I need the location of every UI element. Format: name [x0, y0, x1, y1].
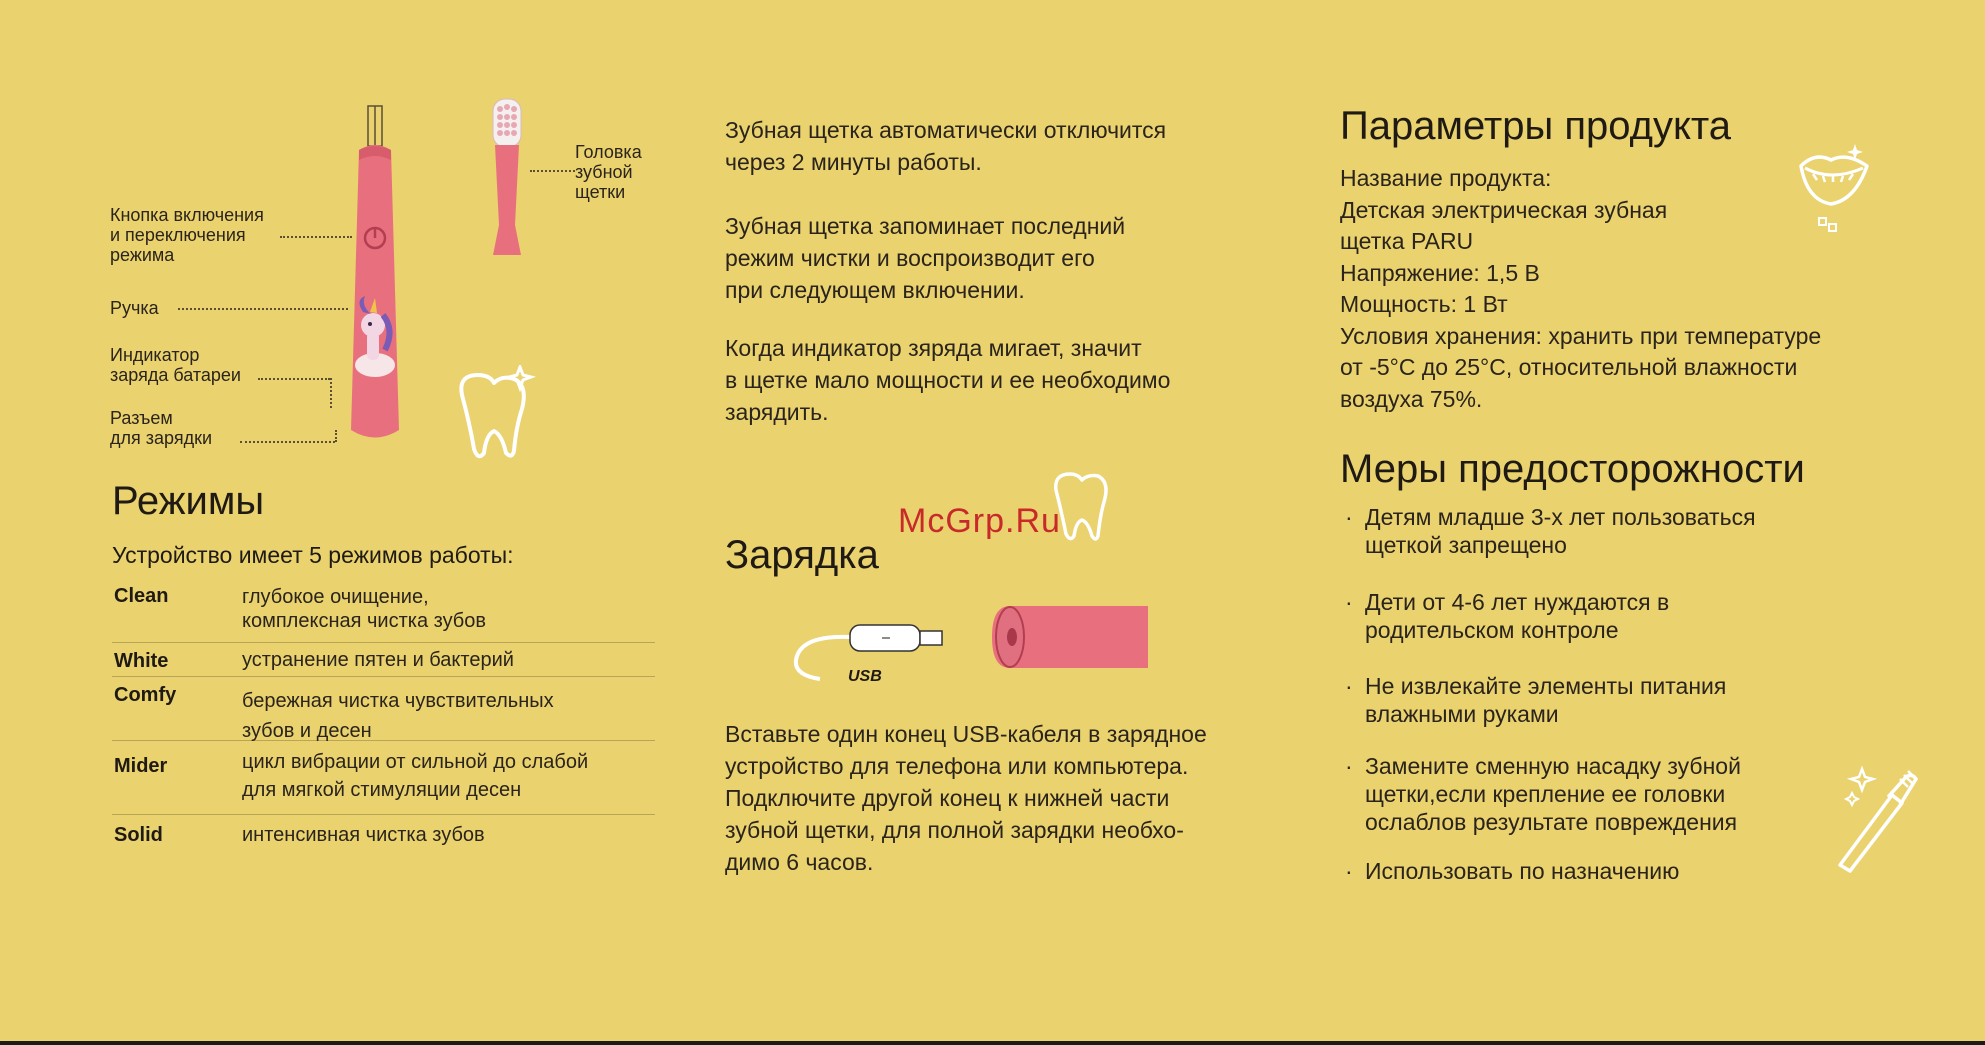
mode-row-mider [112, 740, 655, 815]
label-power-button: Кнопка включения и переключения режима [110, 205, 264, 265]
toothbrush-icon [1830, 765, 1930, 875]
precaution-item: · Дети от 4-6 лет нуждаются в родительском контроле [1345, 589, 1670, 643]
mode-name: White [114, 650, 169, 672]
brush-bottom-image [990, 600, 1150, 675]
mode-row-clean [112, 585, 655, 643]
mode-row-solid [112, 814, 655, 854]
mode-description: бережная чистка чувствительных зубов и десен [242, 690, 554, 742]
mode-row-comfy [112, 676, 655, 741]
mode-name: Mider [114, 755, 168, 777]
leader-line [330, 378, 332, 408]
params-text: Название продукта: Детская электрическая зубная щетка PARU Напряжение: 1,5 В Мощность: 1 Вт Условия хранения: хранить при температуре от -5°С до 25°С, относительной влажности воздуха 75%. [1340, 165, 1822, 412]
precaution-item: · Детям младше 3-х лет пользоваться щеткой запрещено [1345, 504, 1756, 558]
mode-row-white [112, 642, 655, 677]
brush-head-image [485, 95, 530, 260]
toothbrush-handle-image [335, 100, 415, 460]
leader-line [530, 170, 575, 172]
precaution-text: Дети от 4-6 лет нуждаются в родительском контроле [1365, 589, 1670, 643]
mode-name: Comfy [114, 684, 177, 706]
precaution-item: · Использовать по назначению [1345, 858, 1680, 884]
precaution-text: Не извлекайте элементы питания влажными руками [1365, 673, 1727, 727]
watermark: McGrp.Ru [898, 502, 1061, 540]
auto-off-text: Зубная щетка автоматически отключится через 2 минуты работы. [725, 117, 1167, 175]
precaution-item: · Не извлекайте элементы питания влажными руками [1345, 673, 1727, 727]
tooth-icon [450, 365, 540, 465]
label-handle: Ручка [110, 298, 159, 318]
params-title: Параметры продукта [1340, 104, 1732, 148]
leader-line [178, 308, 348, 310]
mode-description: глубокое очищение, комплексная чистка зубов [242, 586, 486, 632]
battery-indicator-text: Когда индикатор зяряда мигает, значит в щетке мало мощности и ее необходимо зарядить. [725, 335, 1171, 425]
mode-name: Solid [114, 824, 163, 846]
charging-instructions: Вставьте один конец USB-кабеля в зарядное устройство для телефона или компьютера. Подключите другой конец к нижней части зубной щетки, для полной зарядки необхо- димо 6 часов. [725, 721, 1207, 875]
mode-description: устранение пятен и бактерий [242, 649, 514, 671]
label-charging-port: Разъем для зарядки [110, 408, 213, 448]
leader-line [258, 378, 330, 380]
precaution-item: · Замените сменную насадку зубной щетки,если крепление ее головки ослаблов результате повреждения [1345, 753, 1741, 835]
precautions-title: Меры предосторожности [1340, 447, 1805, 491]
memory-text: Зубная щетка запоминает последний режим чистки и воспроизводит его при следующем включении. [725, 213, 1126, 303]
label-indicator: Индикатор заряда батареи [110, 345, 241, 385]
leader-line [240, 441, 335, 443]
precaution-text: Использовать по назначению [1365, 858, 1680, 884]
modes-intro: Устройство имеет 5 режимов работы: [112, 542, 514, 568]
precaution-text: Замените сменную насадку зубной щетки,если крепление ее головки ослаблов результате повреждения [1365, 753, 1741, 835]
mode-description: интенсивная чистка зубов [242, 824, 485, 846]
charging-title: Зарядка [725, 533, 879, 577]
mode-description: цикл вибрации от сильной до слабой для мягкой стимуляции десен [242, 751, 589, 801]
mode-name: Clean [114, 585, 169, 607]
label-brush-head: Головка зубной щетки [575, 142, 642, 202]
modes-title: Режимы [112, 479, 265, 523]
bottom-border [0, 1041, 1985, 1045]
usb-label: USB [848, 668, 882, 685]
precaution-text: Детям младше 3-х лет пользоваться щеткой запрещено [1365, 504, 1756, 558]
